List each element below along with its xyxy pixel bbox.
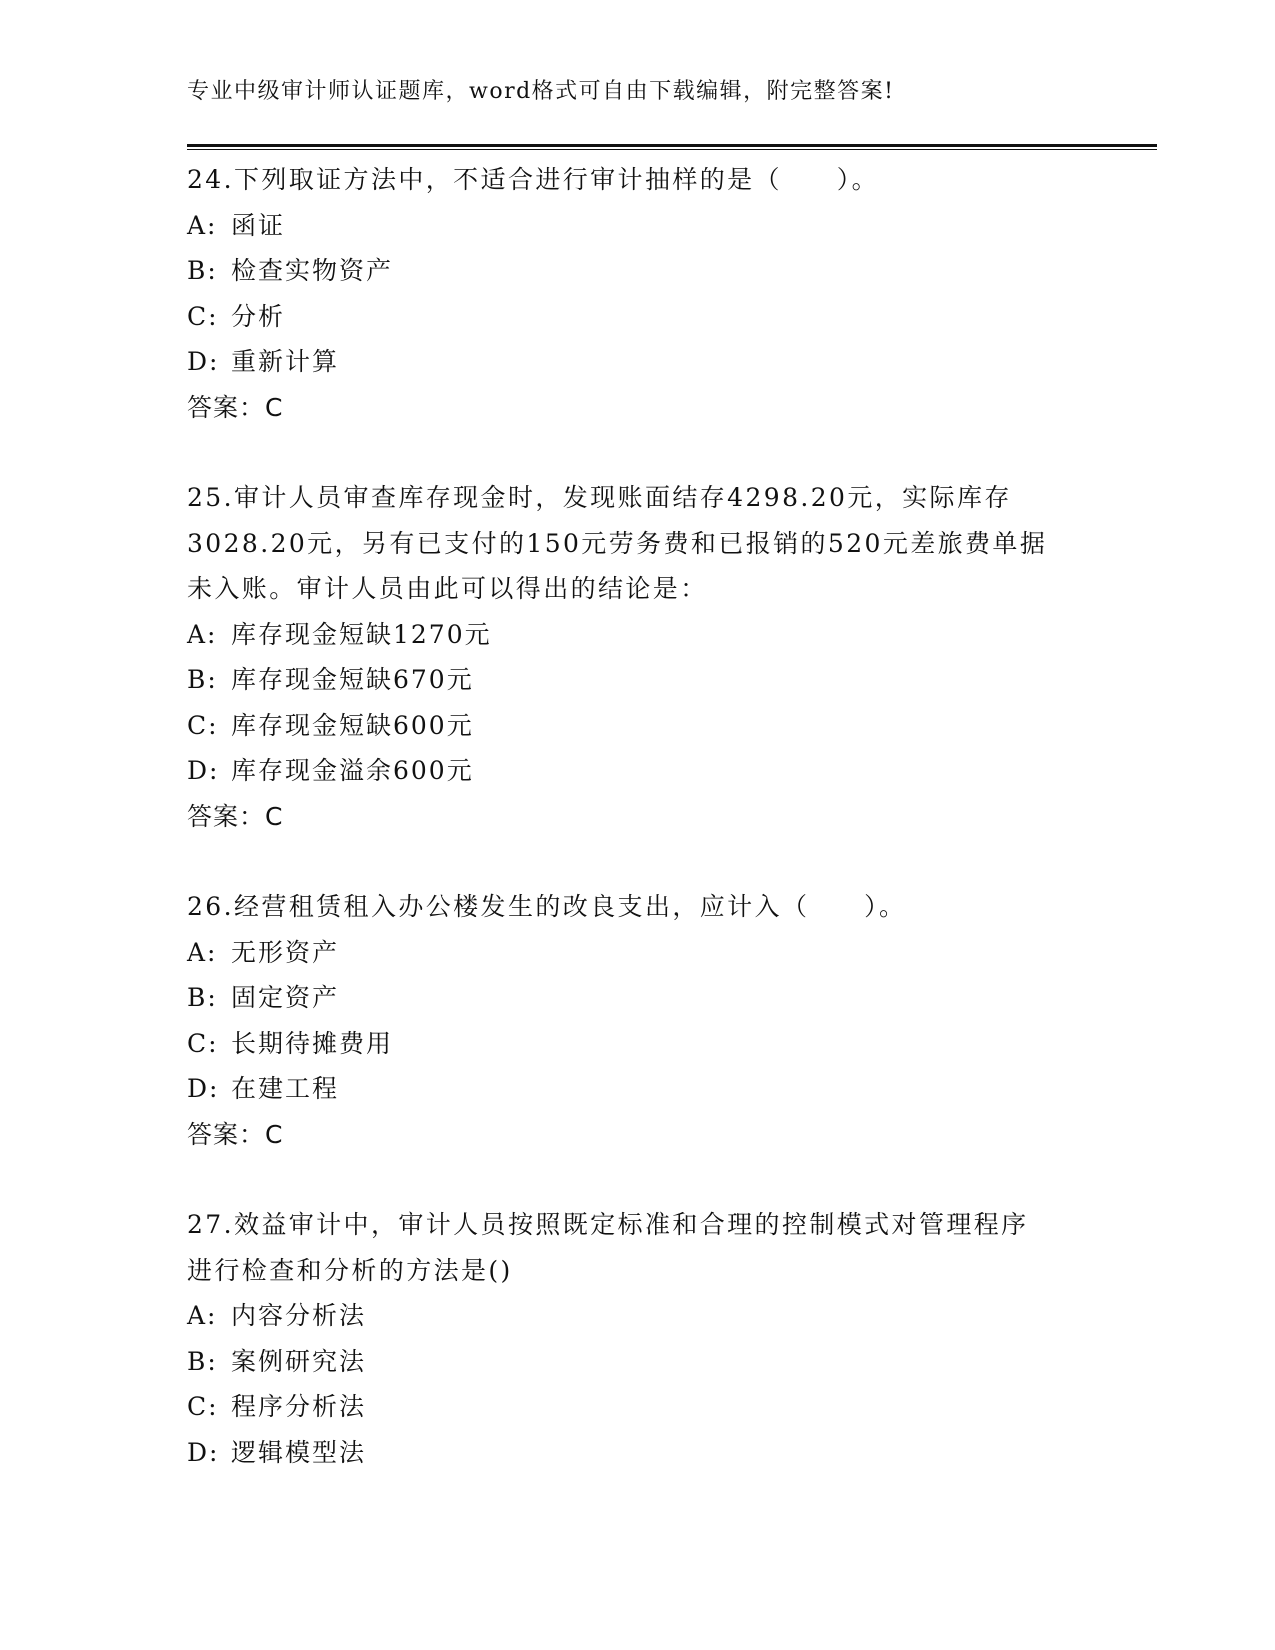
option-b [187,975,1107,1021]
question-stem-line: 26.经营租赁租入办公楼发生的改良支出，应计入（ ）。 [187,892,907,921]
question-stem [187,884,1107,930]
option-text: 函证 [231,210,286,240]
option-text: 库存现金短缺600元 [231,710,474,740]
option-letter: C: [187,710,219,740]
page-header-title: 专业中级审计师认证题库，word格式可自由下载编辑，附完整答案! [187,79,895,104]
question-stem-line: 3028.20元，另有已支付的150元劳务费和已报销的520元差旅费单据 [187,528,1048,558]
option-b [187,248,1107,294]
question-stem [187,1202,1107,1293]
option-d [187,1066,1107,1112]
option-letter: D: [187,347,220,376]
option-letter: D: [187,1437,220,1467]
option-text: 库存现金溢余600元 [231,756,474,785]
option-text: 长期待摊费用 [231,1028,394,1058]
option-letter: D: [187,756,220,785]
option-c [187,294,1107,340]
option-letter: C: [187,301,219,331]
option-letter: A: [187,1301,218,1330]
option-letter: A: [187,619,218,649]
answer-line: 答案：C [187,1119,284,1149]
question-27 [187,1202,1107,1475]
question-stem [187,475,1107,612]
option-d [187,748,1107,794]
option-text: 逻辑模型法 [231,1437,367,1467]
option-letter: B: [187,665,218,694]
option-b [187,1339,1107,1385]
option-text: 库存现金短缺670元 [231,665,474,694]
question-list [187,157,1107,1520]
option-b [187,657,1107,703]
question-stem-line: 未入账。审计人员由此可以得出的结论是： [187,574,708,603]
option-letter: B: [187,983,218,1012]
question-stem-line: 进行检查和分析的方法是() [187,1255,513,1285]
option-text: 库存现金短缺1270元 [231,619,492,649]
option-text: 固定资产 [231,983,340,1012]
option-d [187,1430,1107,1476]
option-letter: A: [187,210,218,240]
option-letter: A: [187,937,218,967]
question-26 [187,884,1107,1157]
option-text: 重新计算 [231,347,340,376]
option-a [187,612,1107,658]
answer-line: 答案：C [187,801,284,831]
option-letter: D: [187,1074,220,1103]
option-letter: C: [187,1392,219,1421]
question-stem [187,157,1107,203]
question-stem-line: 27.效益审计中，审计人员按照既定标准和合理的控制模式对管理程序 [187,1210,1029,1239]
question-stem-line: 25.审计人员审查库存现金时，发现账面结存4298.20元，实际库存 [187,483,1012,512]
option-text: 在建工程 [231,1074,340,1103]
option-c [187,1021,1107,1067]
option-a [187,203,1107,249]
option-text: 无形资产 [231,937,340,967]
question-stem-line: 24.下列取证方法中，不适合进行审计抽样的是（ ）。 [187,165,880,194]
option-text: 分析 [231,301,286,331]
option-text: 内容分析法 [231,1301,367,1330]
option-c [187,703,1107,749]
option-d [187,339,1107,385]
option-c [187,1384,1107,1430]
option-text: 程序分析法 [231,1392,367,1421]
option-letter: B: [187,1346,218,1376]
option-letter: C: [187,1028,219,1058]
header-divider [187,144,1157,150]
answer-line: 答案：C [187,392,284,422]
question-24 [187,157,1107,430]
option-a [187,1293,1107,1339]
option-text: 检查实物资产 [231,256,394,285]
option-a [187,930,1107,976]
option-text: 案例研究法 [231,1346,367,1376]
option-letter: B: [187,256,218,285]
question-25 [187,475,1107,839]
